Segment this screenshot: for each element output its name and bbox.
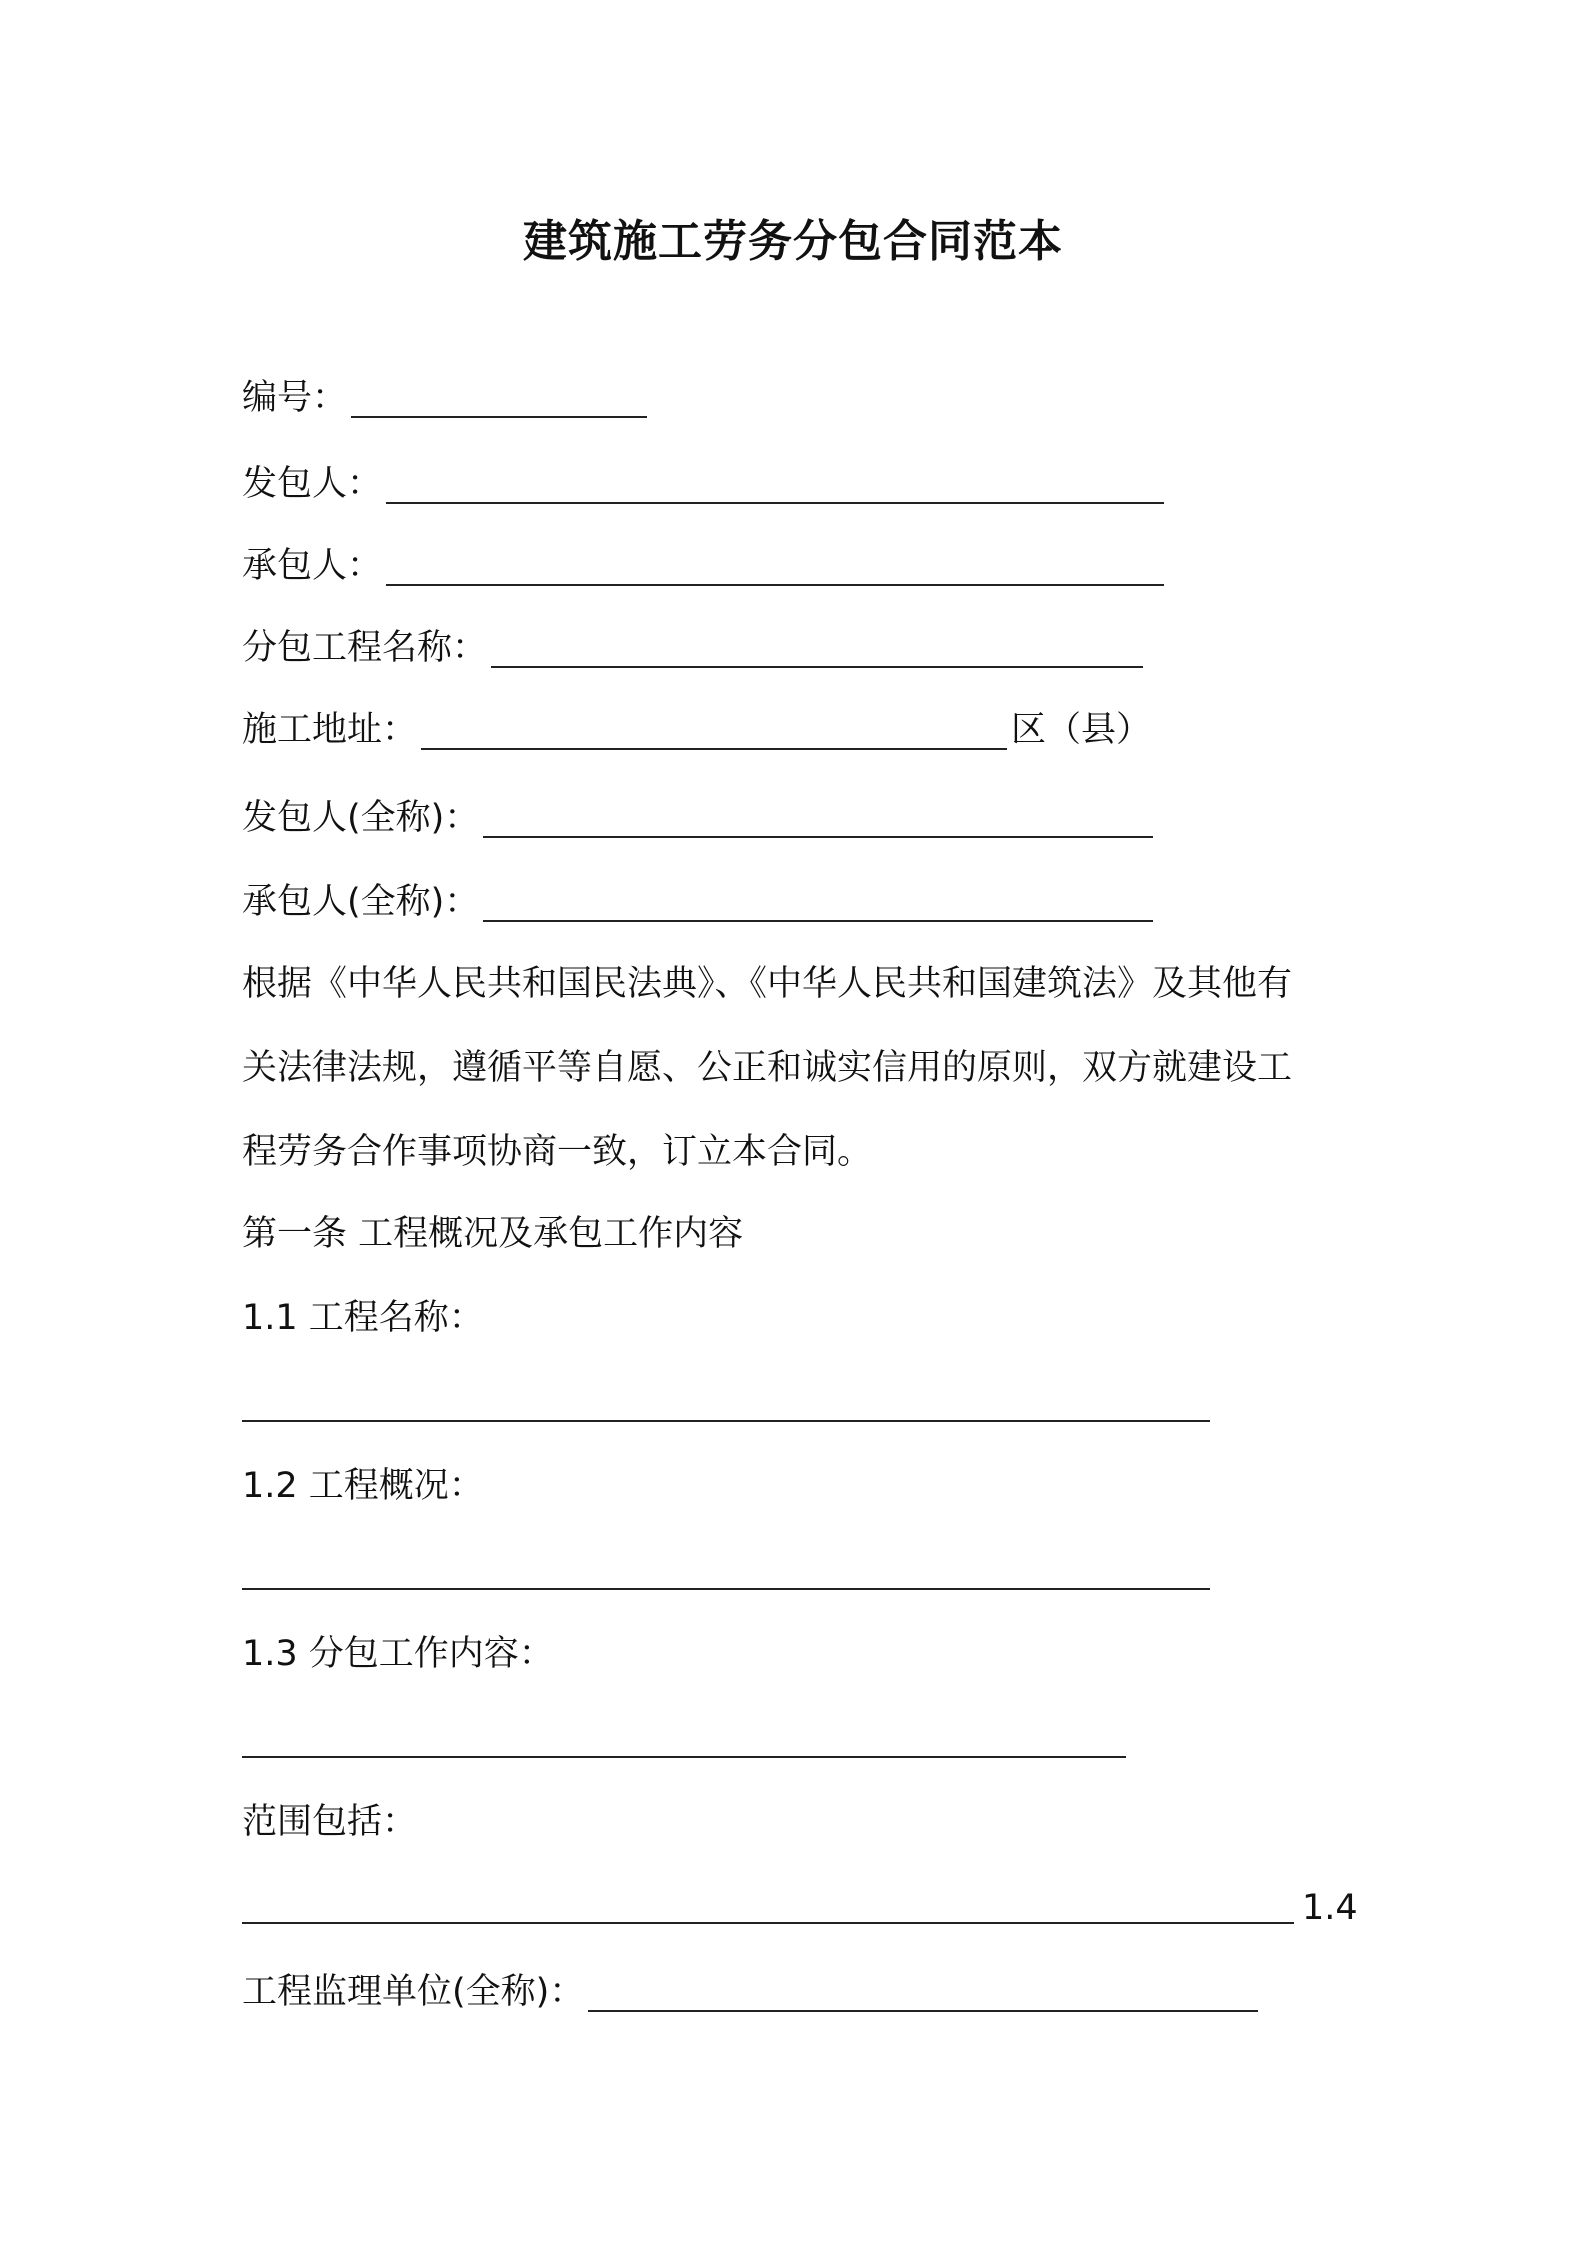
document-title: 建筑施工劳务分包合同范本 (523, 216, 1063, 267)
item-1-2-label: 1.2 工程概况： (242, 1466, 484, 1506)
field-contractor-full-label: 承包人(全称)： (242, 882, 480, 922)
item-1-3 (242, 1628, 554, 1680)
field-employer-full (242, 792, 1157, 844)
field-supervisor (242, 1966, 1262, 2018)
field-address-label: 施工地址： (242, 710, 418, 750)
field-supervisor-label: 工程监理单位(全称)： (242, 1972, 585, 2012)
item-1-2 (242, 1460, 484, 1512)
field-number-blank[interactable] (351, 382, 647, 418)
field-contractor (242, 540, 1168, 592)
intro-paragraph-line: 根据《中华人民共和国民法典》、《中华人民共和国建筑法》及其他有 (242, 964, 1293, 1004)
item-1-3-blank[interactable] (242, 1756, 1126, 1758)
field-contractor-label: 承包人： (242, 546, 383, 586)
field-employer-full-label: 发包人(全称)： (242, 798, 480, 838)
field-contractor-full-blank[interactable] (483, 886, 1153, 922)
scope-label: 范围包括： (242, 1802, 418, 1842)
intro-paragraph-line: 关法律法规，遵循平等自愿、公正和诚实信用的原则，双方就建设工 (242, 1048, 1293, 1088)
intro-paragraph (242, 942, 1362, 1194)
item-1-2-blank[interactable] (242, 1588, 1210, 1590)
field-project-name-blank[interactable] (491, 632, 1143, 668)
field-employer-full-blank[interactable] (483, 802, 1153, 838)
field-contractor-full (242, 876, 1157, 928)
scope-blank[interactable] (242, 1922, 1294, 1924)
scope-line-end: 1.4 (1302, 1888, 1358, 1928)
field-address (242, 704, 1151, 756)
item-1-1-label: 1.1 工程名称： (242, 1298, 484, 1338)
item-1-3-label: 1.3 分包工作内容： (242, 1634, 554, 1674)
field-employer-label: 发包人： (242, 464, 383, 504)
item-1-1-blank[interactable] (242, 1420, 1210, 1422)
field-project-name-label: 分包工程名称： (242, 628, 488, 668)
field-contractor-blank[interactable] (386, 550, 1164, 586)
field-number-label: 编号： (242, 378, 348, 418)
article-1-heading-text: 第一条 工程概况及承包工作内容 (242, 1214, 744, 1254)
field-number (242, 372, 651, 424)
article-1-heading (242, 1208, 743, 1260)
intro-paragraph-line: 程劳务合作事项协商一致，订立本合同。 (242, 1132, 873, 1172)
field-address-suffix: 区（县） (1011, 710, 1152, 750)
item-1-1 (242, 1292, 484, 1344)
field-project-name (242, 622, 1147, 674)
field-address-blank[interactable] (421, 714, 1007, 750)
field-supervisor-blank[interactable] (588, 1976, 1258, 2012)
field-employer (242, 458, 1168, 510)
field-employer-blank[interactable] (386, 468, 1164, 504)
scope (242, 1796, 417, 1848)
